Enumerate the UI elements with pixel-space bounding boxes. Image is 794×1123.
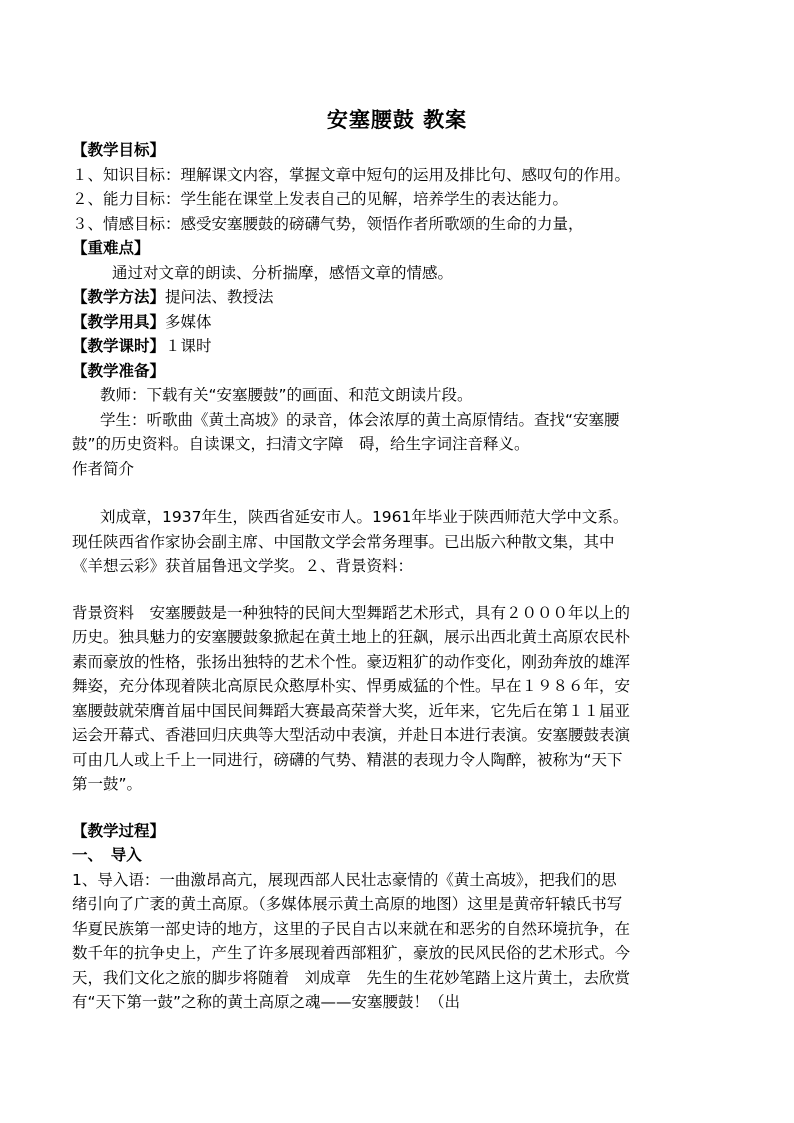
prep-student: 学生：听歌曲《黄土高坡》的录音，体会浓厚的黄土高原情结。查找“安塞腰鼓”的历史资料。自读课文，扫清文字障 碍，给生字词注音释义。 [72, 410, 620, 453]
tools-value: 多媒体 [165, 312, 212, 331]
hours-value: １课时 [165, 337, 212, 355]
tools-label: 【教学用具】 [72, 312, 166, 331]
document-body [72, 138, 632, 1015]
hours-line [72, 334, 632, 359]
process-heading: 【教学过程】 [72, 821, 166, 840]
method-line [72, 285, 632, 310]
keypoints-heading: 【重难点】 [72, 239, 150, 257]
tools-line [72, 310, 632, 335]
method-value: 提问法、教授法 [165, 288, 274, 306]
goals-heading: 【教学目标】 [72, 141, 166, 159]
prep-teacher: 教师：下载有关“安塞腰鼓”的画面、和范文朗读片段。 [100, 386, 473, 404]
goal-item-1: １、知识目标：理解课文内容，掌握文章中短句的运用及排比句、感叹句的作用。 [72, 165, 631, 184]
author-heading: 作者简介 [72, 459, 135, 478]
keypoints-text: 通过对文章的朗读、分析揣摩，感悟文章的情感。 [112, 263, 454, 282]
prep-heading: 【教学准备】 [72, 361, 166, 380]
document-title: 安塞腰鼓 教案 [326, 107, 468, 132]
spacer [72, 481, 632, 505]
intro-text: 1、导入语：一曲激昂高亢，展现西部人民壮志豪情的《黄土高坡》，把我们的思绪引向了广袤的黄土高原。（多媒体展示黄土高原的地图）这里是黄帝轩辕氏书写华夏民族第一部史诗的地方，这里的子民自古以来就在和恶劣的自然环境抗争，在数千年的抗争史上，产生了许多展现着西部粗犷，豪放的民风民俗的艺术形式。今天，我们文化之旅的脚步将随着 刘成章 先生的生花妙笔踏上这片黄土，去欣赏有“天下第一鼓”之称的黄土高原之魂——安塞腰鼓！（出 [72, 870, 631, 1011]
background-text: 背景资料 安塞腰鼓是一种独特的民间大型舞蹈艺术形式，具有２０００年以上的历史。独具魅力的安塞腰鼓象掀起在黄土地上的狂飙，展示出西北黄土高原农民朴素而豪放的性格，张扬出独特的艺术个性。豪迈粗犷的动作变化，刚劲奔放的雄浑舞姿，充分体现着陕北高原民众憨厚朴实、悍勇威猛的个性。早在１９８６年，安塞腰鼓就荣膺首届中国民间舞蹈大赛最高荣誉大奖，近年来，它先后在第１１届亚运会开幕式、香港回归庆典等大型活动中表演，并赴日本进行表演。安塞腰鼓表演可由几人或上千上一同进行，磅礴的气势、精湛的表现力令人陶醉，被称为“天下第一鼓”。 [72, 603, 631, 793]
hours-label: 【教学课时】 [72, 337, 166, 355]
goal-item-2: ２、能力目标：学生能在课堂上发表自己的见解，培养学生的表达能力。 [72, 190, 569, 208]
spacer [72, 579, 632, 601]
goal-item-3: ３、情感目标：感受安塞腰鼓的磅礴气势，领悟作者所歌颂的生命的力量， [72, 214, 584, 233]
spacer [72, 797, 632, 819]
author-text: 刘成章，1937年生，陕西省延安市人。1961年毕业于陕西师范大学中文系。现任陕西省作家协会副主席、中国散文学会常务理事。已出版六种散文集，其中《羊想云彩》获首届鲁迅文学奖。２、背景资料： [72, 508, 629, 575]
section-intro-heading: 一、 导入 [72, 846, 142, 864]
method-label: 【教学方法】 [72, 288, 166, 306]
